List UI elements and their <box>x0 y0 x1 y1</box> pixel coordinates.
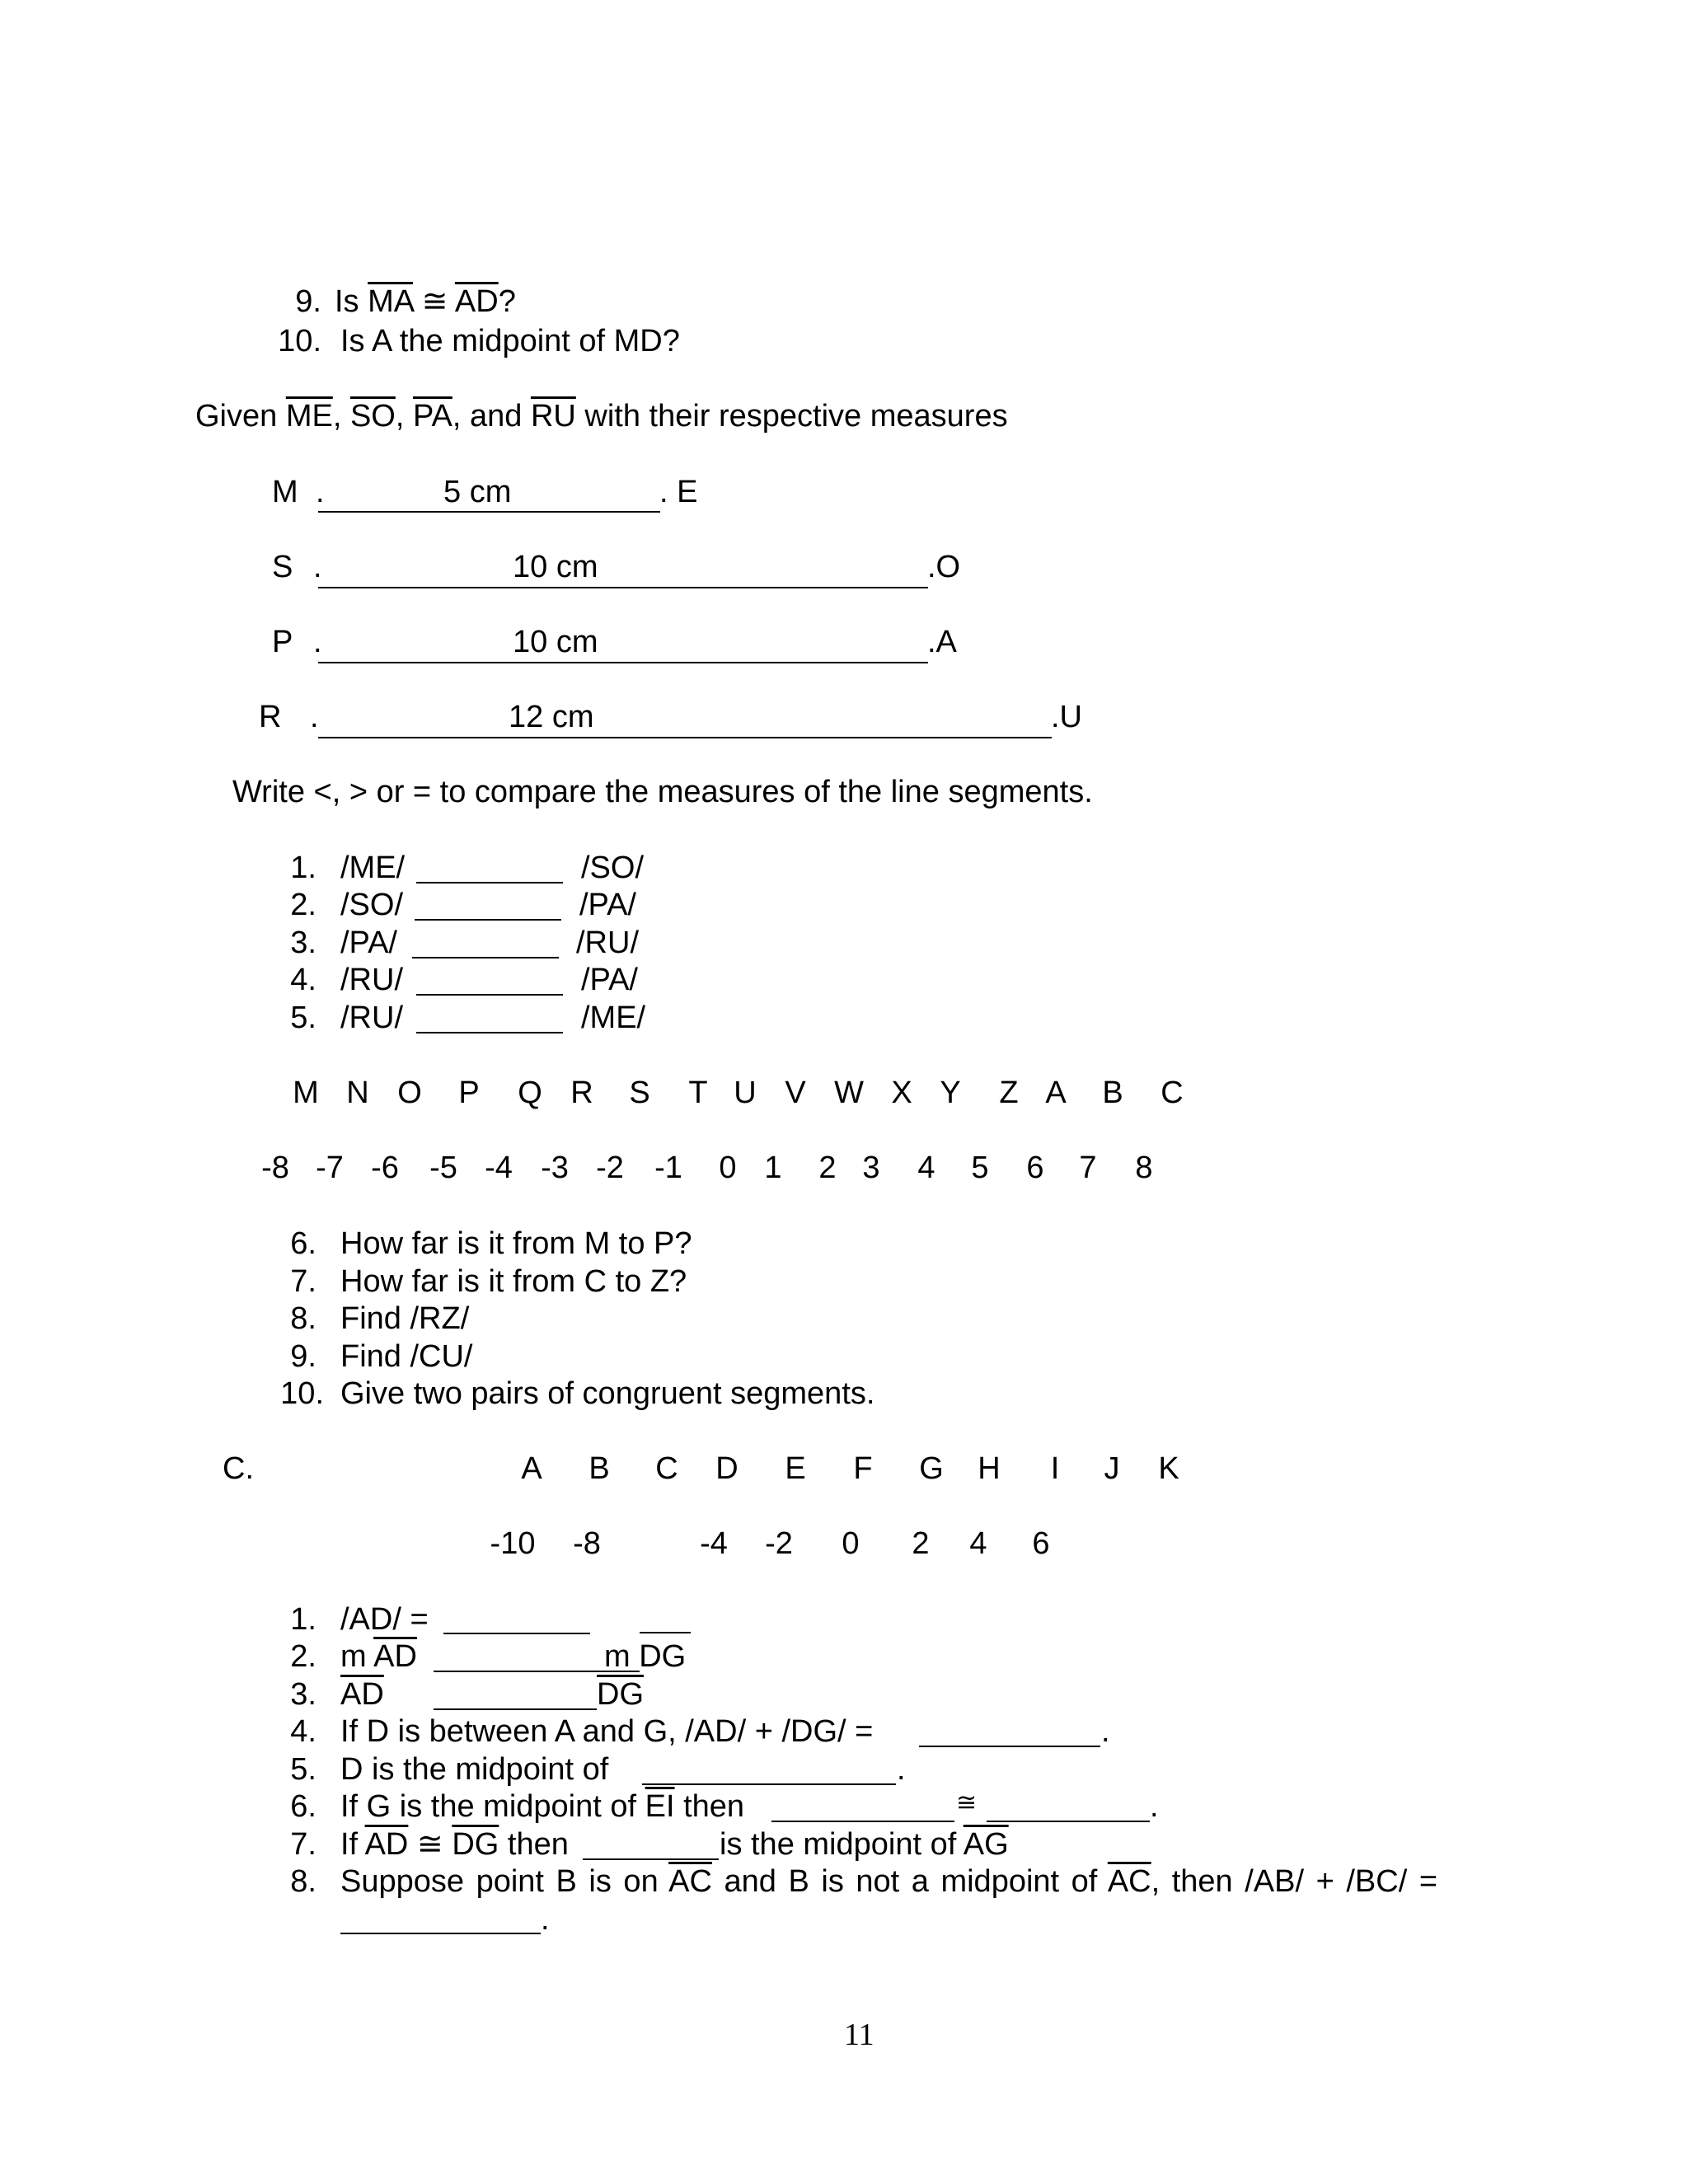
q10-text: Is A the midpoint of MD? <box>340 324 680 359</box>
part-c-label: C. <box>223 1451 254 1486</box>
segment-ru-line <box>318 737 1052 738</box>
number-line-1-letter: S <box>629 1076 650 1110</box>
c-q2-left: m $\overline{AD}$ <box>340 1639 417 1674</box>
number-line-2-letter: F <box>853 1451 873 1486</box>
number-line-2-number: 2 <box>912 1526 930 1561</box>
compare-left: /ME/ <box>340 851 406 885</box>
c-question-number: 2. <box>290 1639 316 1674</box>
question-number: 10. <box>280 1376 324 1411</box>
segment-start-label: M <box>272 475 298 509</box>
q10-number: 10. <box>278 324 321 359</box>
number-line-1-number: -8 <box>261 1151 289 1185</box>
segment-end-label: .A <box>927 625 957 659</box>
number-line-1-number: 3 <box>862 1151 880 1185</box>
number-line-2-number: 0 <box>842 1526 860 1561</box>
segment-start-dot: . <box>316 475 325 509</box>
number-line-2-letter: C <box>655 1451 678 1486</box>
c-question-number: 8. <box>290 1864 316 1899</box>
number-line-2-letter: K <box>1158 1451 1179 1486</box>
segment-start-dot: . <box>313 625 322 659</box>
question-text: Give two pairs of congruent segments. <box>340 1376 875 1411</box>
segment-start-dot: . <box>313 550 322 584</box>
number-line-1-letter: R <box>570 1076 593 1110</box>
number-line-2-number: 6 <box>1032 1526 1050 1561</box>
number-line-2-number: 4 <box>969 1526 987 1561</box>
c-q3-blank[interactable] <box>434 1708 597 1710</box>
number-line-1-letter: B <box>1102 1076 1123 1110</box>
c-q7-text-a: If $\overline{AD}$ ≅ $\overline{DG}$ then <box>340 1827 569 1862</box>
number-line-2-letter: J <box>1104 1451 1120 1486</box>
compare-blank[interactable] <box>416 1032 563 1033</box>
c-question-number: 1. <box>290 1602 316 1637</box>
compare-blank[interactable] <box>416 882 563 883</box>
number-line-2-letter: A <box>521 1451 542 1486</box>
question-number: 6. <box>290 1226 316 1261</box>
c-question-number: 3. <box>290 1677 316 1712</box>
compare-blank[interactable] <box>415 919 561 921</box>
question-text: Find /CU/ <box>340 1339 473 1374</box>
number-line-1-letter: C <box>1160 1076 1184 1110</box>
number-line-2-letter: I <box>1050 1451 1060 1486</box>
compare-right: /PA/ <box>579 888 636 922</box>
number-line-2-number: -10 <box>490 1526 536 1561</box>
question-number: 7. <box>290 1264 316 1299</box>
number-line-1-number: 0 <box>719 1151 737 1185</box>
segment-measure: 5 cm <box>443 475 512 509</box>
number-line-2-number: -2 <box>765 1526 793 1561</box>
c-q8-end: . <box>541 1902 550 1937</box>
number-line-1-number: -7 <box>316 1151 344 1185</box>
number-line-1-number: 1 <box>764 1151 782 1185</box>
segment-end-label: .O <box>927 550 961 584</box>
number-line-2-number: -4 <box>700 1526 728 1561</box>
number-line-2-letter: D <box>715 1451 738 1486</box>
compare-left: /RU/ <box>340 963 403 997</box>
number-line-1-letter: A <box>1045 1076 1067 1110</box>
number-line-1-number: 5 <box>971 1151 989 1185</box>
compare-number: 2. <box>290 888 316 922</box>
number-line-2-letter: G <box>919 1451 944 1486</box>
number-line-1-number: -1 <box>654 1151 682 1185</box>
c-q1-mark <box>640 1632 691 1633</box>
c-q8-blank[interactable] <box>340 1933 541 1934</box>
number-line-1-letter: Y <box>940 1076 961 1110</box>
c-q3-left: $\overline{AD}$ <box>340 1677 384 1712</box>
number-line-1-letter: U <box>734 1076 757 1110</box>
number-line-1-number: -3 <box>541 1151 569 1185</box>
question-number: 8. <box>290 1301 316 1336</box>
compare-number: 4. <box>290 963 316 997</box>
compare-blank[interactable] <box>416 994 563 996</box>
segment-end-label: .U <box>1051 700 1082 734</box>
number-line-1-letter: Q <box>518 1076 542 1110</box>
number-line-1-letter: N <box>346 1076 369 1110</box>
c-q1-blank[interactable] <box>443 1633 590 1634</box>
c-q5-end: . <box>897 1752 906 1787</box>
compare-number: 1. <box>290 851 316 885</box>
given-statement: Given $\overline{ME}$, $\overline{SO}$, $\overline{PA}$, and $\overline{RU}$ with their respective measures <box>195 399 1008 434</box>
c-q4-end: . <box>1101 1714 1110 1749</box>
number-line-1-number: 8 <box>1135 1151 1153 1185</box>
number-line-1-number: -6 <box>371 1151 399 1185</box>
c-q7-text-b: is the midpoint of $\overline{AG}$ <box>720 1827 1009 1862</box>
compare-right: /SO/ <box>581 851 645 885</box>
number-line-1-number: -5 <box>429 1151 457 1185</box>
number-line-2-number: -8 <box>573 1526 601 1561</box>
compare-left: /SO/ <box>340 888 404 922</box>
c-q7-blank[interactable] <box>583 1858 719 1860</box>
c-q3-right: $\overline{DG}$ <box>597 1677 644 1712</box>
segment-pa-line <box>318 662 928 663</box>
segment-start-label: R <box>259 700 282 734</box>
compare-right: /PA/ <box>581 963 638 997</box>
c-q4-text: If D is between A and G, /AD/ + /DG/ = <box>340 1714 874 1749</box>
page-number: 11 <box>844 2018 874 2052</box>
question-text: How far is it from C to Z? <box>340 1264 687 1299</box>
c-q2-right: m DG <box>604 1639 687 1674</box>
segment-measure: 12 cm <box>509 700 594 734</box>
number-line-1-number: 6 <box>1026 1151 1044 1185</box>
question-number: 9. <box>290 1339 316 1374</box>
compare-left: /PA/ <box>340 926 397 960</box>
segment-me-line <box>318 511 660 513</box>
number-line-1-letter: T <box>688 1076 708 1110</box>
segment-measure: 10 cm <box>513 550 598 584</box>
compare-right: /RU/ <box>576 926 639 960</box>
c-q1-text: /AD/ = <box>340 1602 429 1637</box>
number-line-1-letter: P <box>458 1076 480 1110</box>
segment-end-label: . E <box>659 475 698 509</box>
c-q8-text: Suppose point B is on $\overline{AC}$ and B is not a midpoint of $\overline{AC}$, then /AB/ + /BC/ = <box>340 1864 1438 1899</box>
compare-blank[interactable] <box>412 957 559 958</box>
segment-measure: 10 cm <box>513 625 598 659</box>
c-question-number: 7. <box>290 1827 316 1862</box>
c-question-number: 4. <box>290 1714 316 1749</box>
compare-left: /RU/ <box>340 1001 403 1035</box>
number-line-2-letter: E <box>785 1451 806 1486</box>
number-line-1-letter: M <box>293 1076 319 1110</box>
c-q5-text: D is the midpoint of <box>340 1752 609 1787</box>
c-q6-blank-left[interactable] <box>771 1821 954 1822</box>
segment-start-dot: . <box>310 700 319 734</box>
number-line-1-letter: V <box>785 1076 806 1110</box>
segment-start-label: P <box>272 625 293 659</box>
number-line-1-letter: W <box>834 1076 864 1110</box>
number-line-1-letter: X <box>891 1076 912 1110</box>
c-q6-congruent: ≅ <box>956 1789 978 1816</box>
number-line-1-number: 7 <box>1079 1151 1097 1185</box>
question-text: How far is it from M to P? <box>340 1226 692 1261</box>
compare-number: 5. <box>290 1001 316 1035</box>
number-line-1-number: -2 <box>596 1151 624 1185</box>
compare-instruction: Write <, > or = to compare the measures of the line segments. <box>232 775 1093 809</box>
number-line-1-letter: Z <box>999 1076 1019 1110</box>
c-question-number: 5. <box>290 1752 316 1787</box>
q9-number: 9. <box>295 284 321 319</box>
c-q6-blank-right[interactable] <box>987 1821 1150 1822</box>
compare-number: 3. <box>290 926 316 960</box>
c-q6-text: If G is the midpoint of $\overline{EI}$ then <box>340 1789 745 1824</box>
c-question-number: 6. <box>290 1789 316 1824</box>
segment-so-line <box>318 587 928 588</box>
question-text: Find /RZ/ <box>340 1301 470 1336</box>
number-line-1-number: 2 <box>818 1151 837 1185</box>
number-line-1-letter: O <box>397 1076 422 1110</box>
c-q4-blank[interactable] <box>919 1746 1100 1747</box>
c-q5-blank[interactable] <box>642 1783 896 1785</box>
number-line-2-letter: B <box>588 1451 610 1486</box>
compare-right: /ME/ <box>581 1001 646 1035</box>
number-line-1-number: -4 <box>485 1151 513 1185</box>
segment-start-label: S <box>272 550 293 584</box>
q9-text: Is $\overline{MA}$ ≅ $\overline{AD}$? <box>335 284 516 319</box>
number-line-2-letter: H <box>978 1451 1001 1486</box>
c-q6-end: . <box>1150 1789 1159 1824</box>
number-line-1-number: 4 <box>917 1151 935 1185</box>
